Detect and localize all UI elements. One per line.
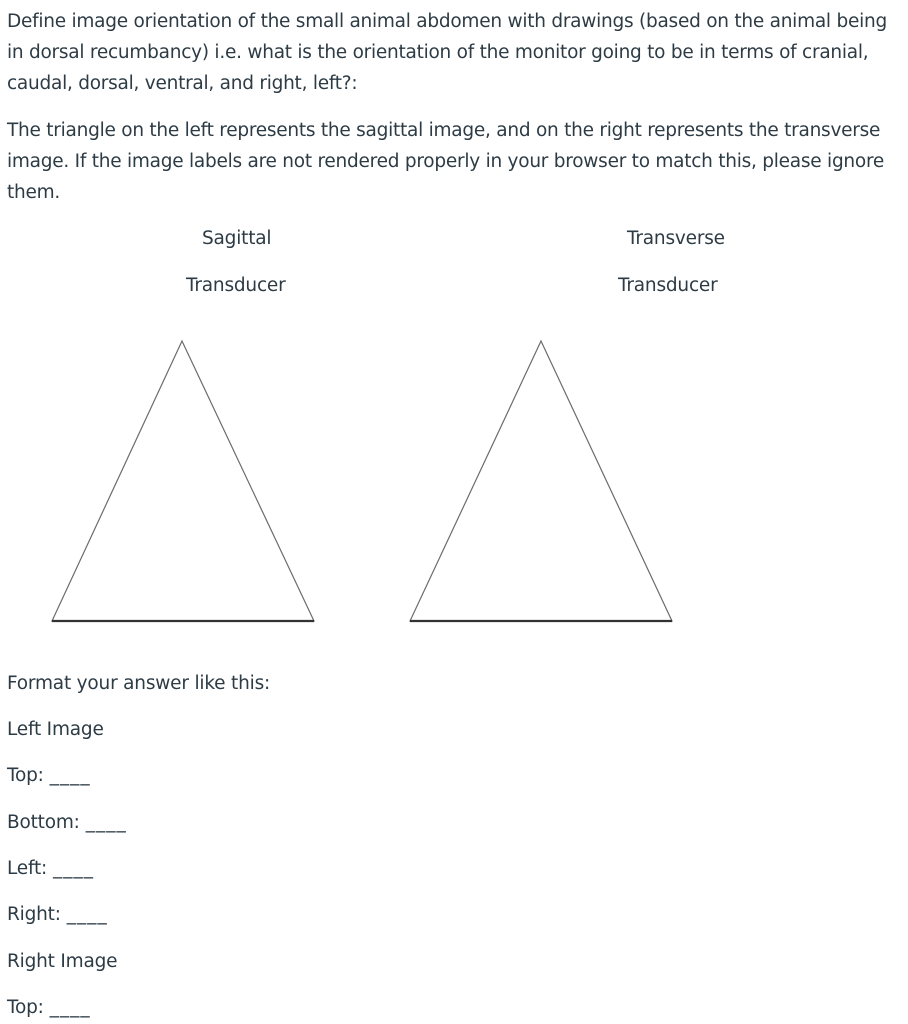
transverse-triangle-outline (410, 341, 672, 621)
question-description: The triangle on the left represents the sagittal image, and on the right represents the transverse image. If the image labels are not rendered properly in your browser to match this, please ignore them. (7, 120, 885, 203)
sagittal-triangle-outline (52, 341, 314, 621)
left-image-right-row (7, 903, 108, 927)
transverse-transducer-label: Transducer (618, 275, 718, 296)
sagittal-triangle (48, 337, 320, 627)
left-image-heading: Left Image (7, 719, 104, 740)
left-image-left-row (7, 857, 94, 881)
left-image-top-label: Top: (7, 765, 44, 786)
answer-blank: ____ (85, 812, 127, 833)
left-image-bottom-label: Bottom: (7, 812, 80, 833)
left-image-top-row (7, 764, 91, 788)
transverse-triangle (406, 337, 678, 627)
answer-blank: ____ (49, 765, 91, 786)
format-heading: Format your answer like this: (7, 673, 271, 694)
right-image-heading: Right Image (7, 951, 118, 972)
right-image-top-label: Top: (7, 997, 44, 1018)
right-image-top-row (7, 996, 91, 1020)
transverse-label: Transverse (627, 228, 725, 249)
question-intro: Define image orientation of the small animal abdomen with drawings (based on the animal being in dorsal recumbancy) i.e. what is the orientation of the monitor going to be in terms of cranial, caudal, dorsal, ventral, and right, left?: (7, 11, 887, 94)
left-image-right-label: Right: (7, 904, 61, 925)
answer-blank: ____ (66, 904, 108, 925)
sagittal-label: Sagittal (202, 228, 272, 249)
answer-blank: ____ (53, 858, 95, 879)
left-image-bottom-row (7, 811, 127, 835)
sagittal-transducer-label: Transducer (186, 275, 286, 296)
answer-blank: ____ (49, 997, 91, 1018)
left-image-left-label: Left: (7, 858, 48, 879)
